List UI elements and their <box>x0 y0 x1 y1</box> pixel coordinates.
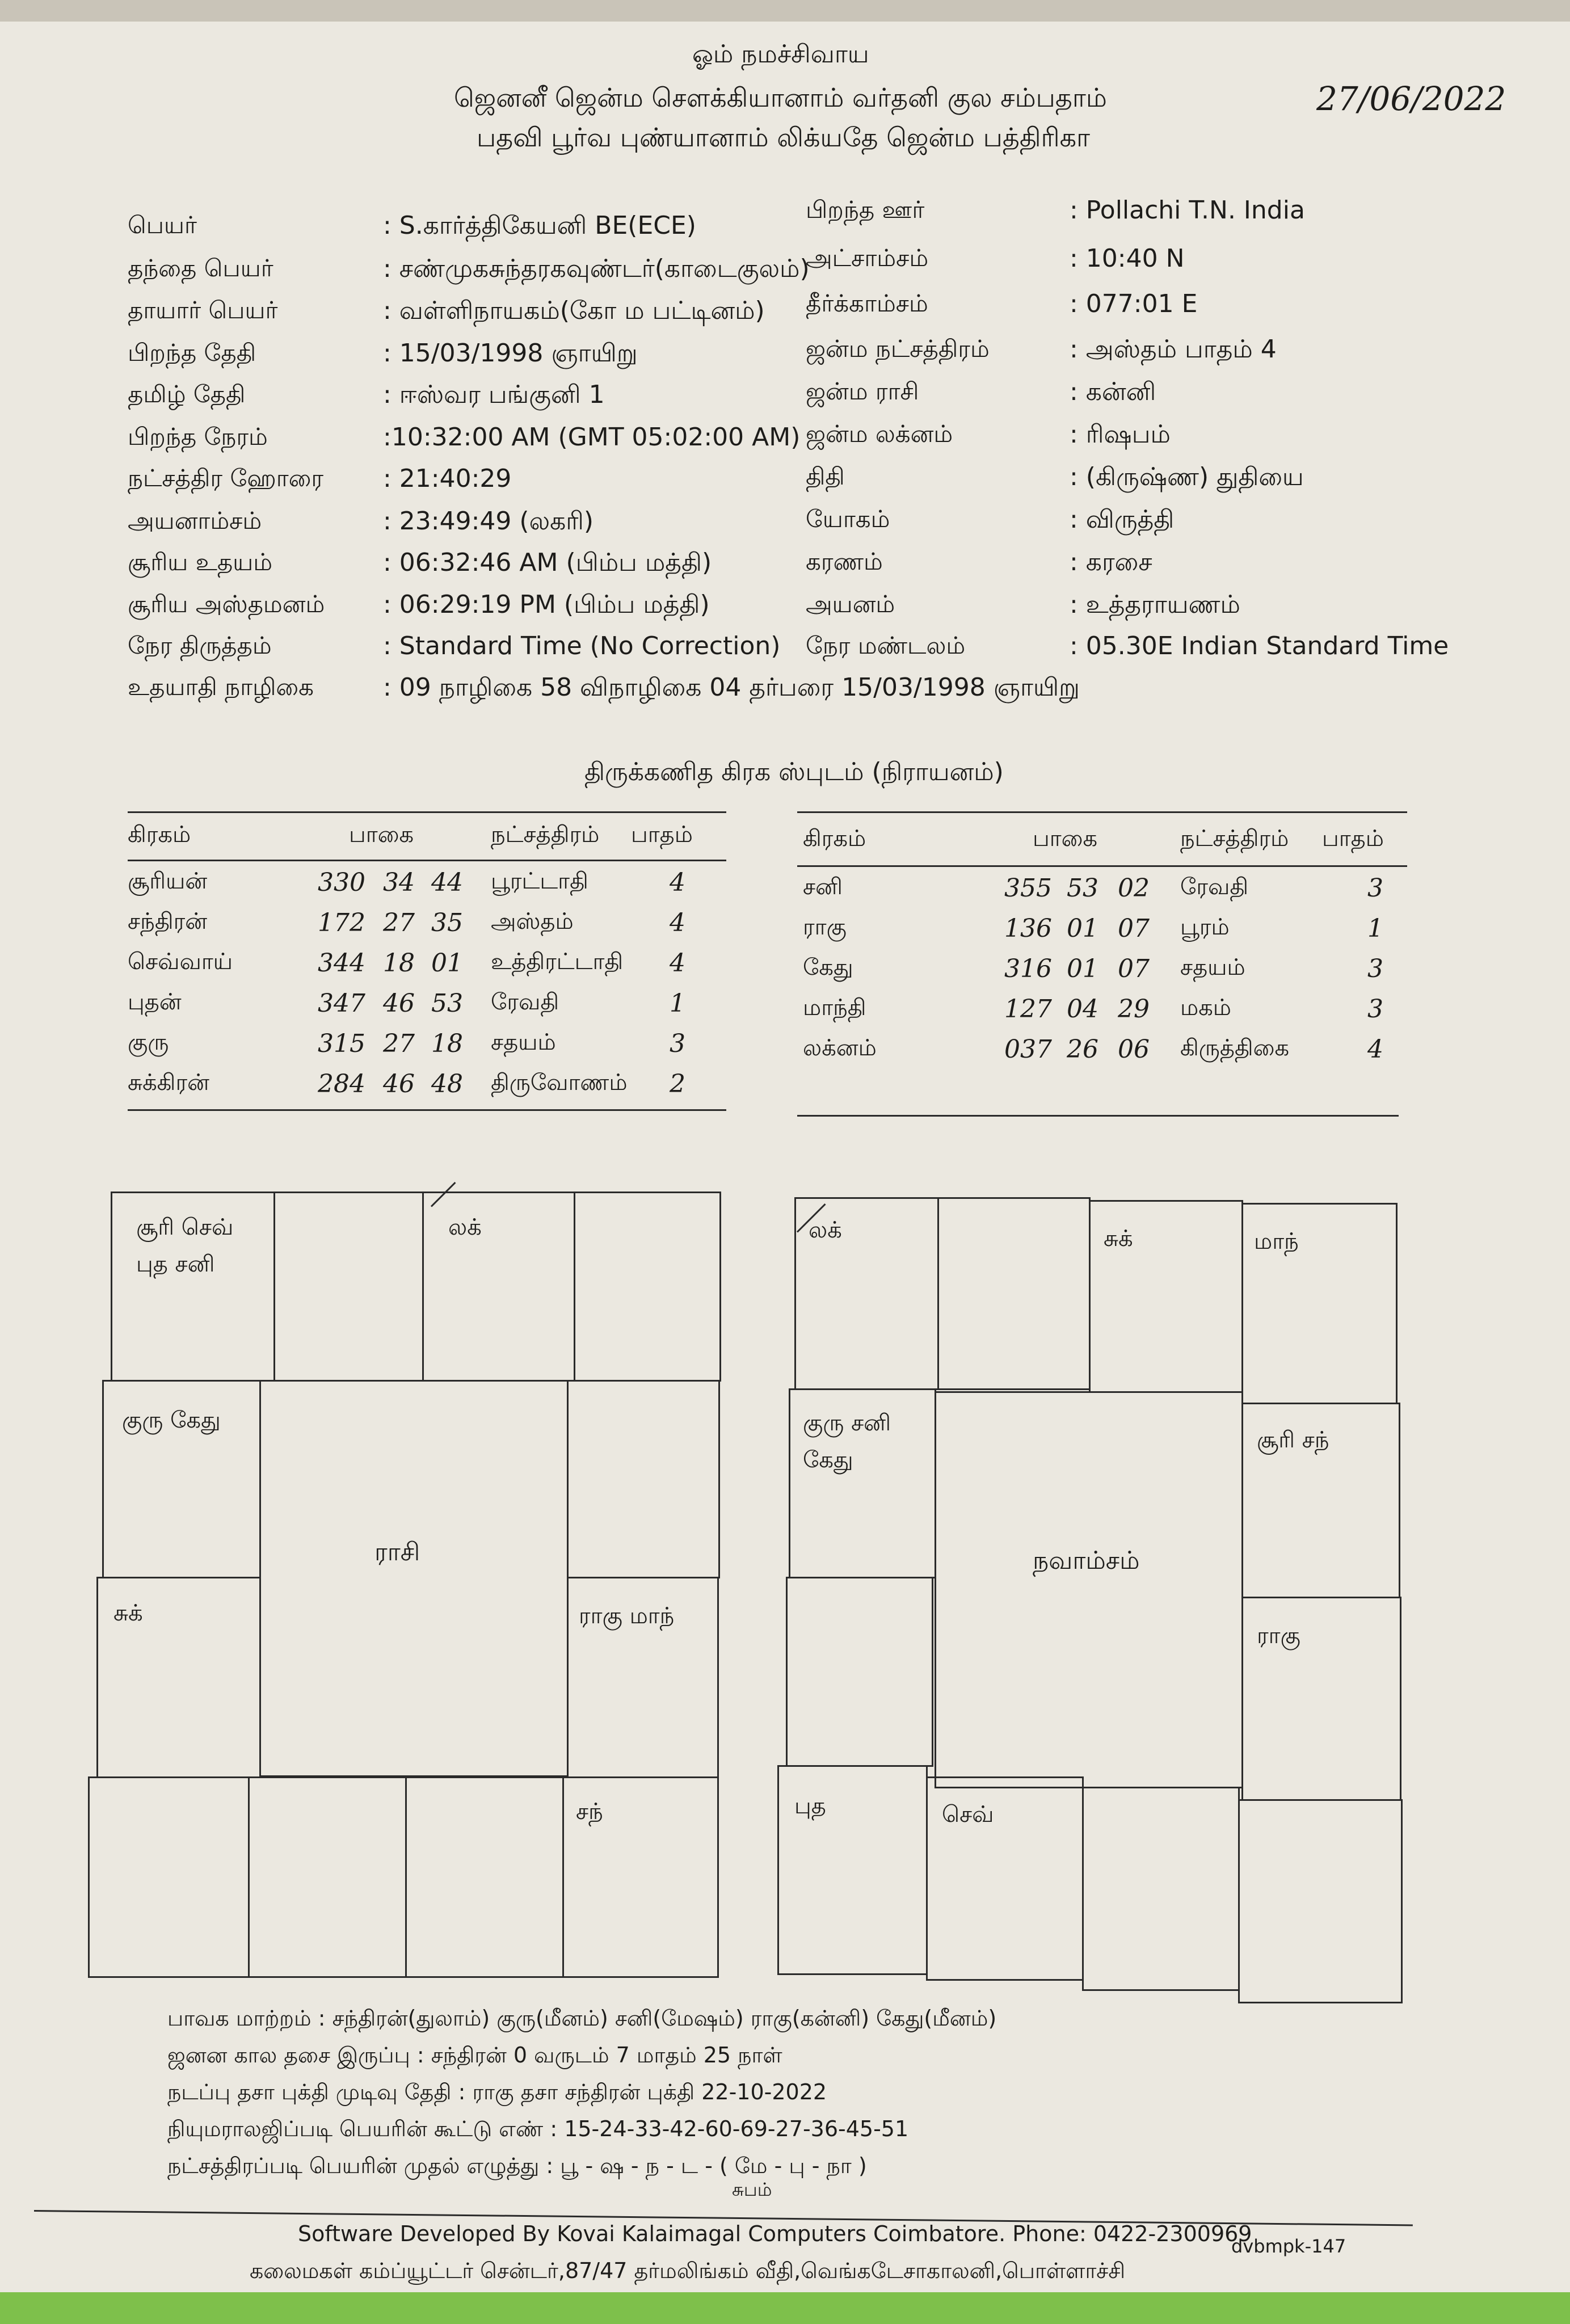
planet-star: பூரட்டாதி <box>491 868 588 894</box>
planet-second: 07 <box>1118 914 1150 943</box>
field-label: தாயார் பெயர் <box>128 296 278 324</box>
planet-name: கேது <box>803 954 853 980</box>
planet-second: 07 <box>1118 954 1150 983</box>
field-label: சூரிய உதயம் <box>128 548 273 576</box>
rasi-title: ராசி <box>374 1538 420 1567</box>
planet-degree: 284 <box>318 1070 365 1098</box>
field-label: நேர மண்டலம் <box>806 631 966 659</box>
planet-degree: 136 <box>1004 914 1052 943</box>
rasi-guru-kethu: குரு கேது <box>122 1407 221 1433</box>
planet-second: 18 <box>431 1029 463 1058</box>
software-credit: Software Developed By Kovai Kalaimagal Computers Coimbatore. Phone: 0422-2300969 <box>298 2221 1252 2246</box>
rasi-house-1 <box>273 1192 424 1382</box>
field-label: பெயர் <box>128 211 197 239</box>
field-label: உதயாதி நாழிகை <box>128 673 314 701</box>
field-value: : கரசை <box>1070 548 1152 576</box>
rasi-lagna: லக் <box>448 1214 482 1240</box>
planet-degree: 355 <box>1004 874 1052 903</box>
planet-pada: 4 <box>1367 1035 1383 1064</box>
field-label: பிறந்த ஊர் <box>806 196 925 224</box>
navamsa-budhan: புத <box>794 1793 826 1819</box>
field-label: யோகம் <box>806 505 890 533</box>
field-label: தந்தை பெயர் <box>128 254 273 282</box>
navamsa-sevvai: செவ் <box>942 1801 994 1828</box>
divider <box>797 1115 1399 1117</box>
col-header-paadham: பாதம் <box>631 822 693 848</box>
planet-star: சதயம் <box>1180 954 1245 980</box>
field-value: : 10:40 N <box>1070 244 1185 273</box>
rasi-house-3 <box>574 1192 721 1382</box>
background-strip-top <box>0 0 1570 22</box>
planet-second: 06 <box>1118 1035 1150 1064</box>
field-label: அயனம் <box>806 590 895 618</box>
planet-minute: 46 <box>383 989 415 1018</box>
field-label: ஜன்ம நட்சத்திரம் <box>806 335 990 363</box>
divider <box>128 860 726 861</box>
rasi-c1-line1: சூரி செவ் <box>136 1214 234 1240</box>
rasi-house-2 <box>422 1192 575 1382</box>
field-value: : 15/03/1998 ஞாயிறு <box>383 339 638 368</box>
col-header-paagai: பாகை <box>349 822 414 848</box>
field-value: :10:32:00 AM (GMT 05:02:00 AM) <box>383 423 801 452</box>
planet-pada: 1 <box>1367 914 1383 943</box>
dasa-balance: ஜனன கால தசை இருப்பு : சந்திரன் 0 வருடம் 7 மாதம் 25 நாள் <box>167 2043 782 2068</box>
planet-star: சதயம் <box>491 1029 556 1055</box>
background-strip-bottom <box>0 2292 1570 2324</box>
navamsa-house-7 <box>1238 1799 1403 2003</box>
field-value: : சண்முகசுந்தரகவுண்டர்(காடைகுலம்) <box>383 254 810 283</box>
col-header-paadham-right: பாதம் <box>1322 826 1384 852</box>
planet-star: பூரம் <box>1180 914 1230 940</box>
document-code: dvbmpk-147 <box>1231 2235 1346 2257</box>
navamsa-kethu: கேது <box>803 1447 853 1473</box>
rasi-chandran: சந் <box>576 1799 603 1825</box>
field-label: அட்சாம்சம் <box>806 244 929 272</box>
navamsa-lagna: லக் <box>809 1217 842 1243</box>
planet-pada: 4 <box>670 908 685 937</box>
planet-pada: 3 <box>670 1029 685 1058</box>
rasi-sukkiran: சுக் <box>113 1600 143 1626</box>
field-label: அயனாம்சம் <box>128 507 262 534</box>
field-label: கரணம் <box>806 548 883 575</box>
planet-minute: 04 <box>1067 995 1098 1024</box>
planet-degree: 037 <box>1004 1035 1052 1064</box>
field-label: ஜன்ம லக்னம் <box>806 420 953 448</box>
planet-minute: 53 <box>1067 874 1098 903</box>
planet-minute: 27 <box>383 1029 415 1058</box>
planet-name: ராகு <box>803 914 847 940</box>
planet-second: 53 <box>431 989 463 1018</box>
navamsa-center <box>935 1391 1243 1788</box>
col-header-graha-right: கிரகம் <box>803 826 866 852</box>
planet-star: மகம் <box>1180 995 1231 1021</box>
planet-second: 29 <box>1118 995 1150 1024</box>
field-value: : அஸ்தம் பாதம் 4 <box>1070 335 1277 364</box>
planet-star: உத்திரட்டாதி <box>491 949 624 975</box>
planet-name: மாந்தி <box>803 995 866 1021</box>
navamsa-suri-chandran: சூரி சந் <box>1257 1427 1329 1453</box>
field-value: : 09 நாழிகை 58 விநாழிகை 04 தர்பரை 15/03/1998 ஞாயிறு <box>383 673 1080 702</box>
planet-minute: 18 <box>383 949 415 978</box>
planet-minute: 26 <box>1067 1035 1098 1064</box>
navamsa-house-11 <box>786 1577 933 1767</box>
field-value: : Standard Time (No Correction) <box>383 631 781 660</box>
navamsa-house-8 <box>1082 1787 1240 1991</box>
field-value: : 23:49:49 (லகரி) <box>383 507 594 536</box>
field-label: திதி <box>806 462 845 490</box>
planet-star: திருவோணம் <box>491 1070 628 1096</box>
subam: சுபம் <box>732 2179 772 2200</box>
planet-degree: 347 <box>318 989 365 1018</box>
rasi-c1-line2: புத சனி <box>136 1251 215 1277</box>
header-invocation: ஓம் நமச்சிவாய <box>692 40 869 69</box>
planet-second: 48 <box>431 1070 463 1098</box>
planet-name: புதன் <box>128 989 182 1015</box>
field-label: சூரிய அஸ்தமனம் <box>128 590 325 618</box>
field-value: : Pollachi T.N. India <box>1070 196 1305 225</box>
field-label: நட்சத்திர ஹோரை <box>128 464 324 492</box>
field-label: பிறந்த தேதி <box>128 339 256 367</box>
planet-degree: 316 <box>1004 954 1052 983</box>
planet-minute: 01 <box>1067 954 1098 983</box>
planet-second: 01 <box>431 949 463 978</box>
navamsa-title: நவாம்சம் <box>1033 1546 1140 1575</box>
planet-pada: 4 <box>670 949 685 978</box>
rasi-house-9 <box>88 1776 250 1978</box>
field-value: : வள்ளிநாயகம்(கோ ம பட்டினம்) <box>383 296 765 325</box>
field-value: : 05.30E Indian Standard Time <box>1070 631 1449 660</box>
printer-address: கலைமகள் கம்ப்யூட்டர் சென்டர்,87/47 தர்மலிங்கம் வீதி,வெங்கடேசாகாலனி,பொள்ளாச்சி <box>250 2258 1126 2283</box>
bhava-change: பாவக மாற்றம் : சந்திரன்(துலாம்) குரு(மீனம்) சனி(மேஷம்) ராகு(கன்னி) கேது(மீனம்) <box>167 2006 997 2031</box>
planet-name: குரு <box>128 1029 169 1055</box>
planet-name: சனி <box>803 874 843 900</box>
planet-degree: 330 <box>318 868 365 897</box>
planet-minute: 46 <box>383 1070 415 1098</box>
divider <box>128 811 726 813</box>
planet-table-title: திருக்கணித கிரக ஸ்புடம் (நிராயனம்) <box>584 757 1004 786</box>
planet-pada: 1 <box>670 989 685 1018</box>
planet-degree: 127 <box>1004 995 1052 1024</box>
planet-minute: 01 <box>1067 914 1098 943</box>
field-value: : 06:29:19 PM (பிம்ப மத்தி) <box>383 590 710 619</box>
col-header-paagai-right: பாகை <box>1033 826 1098 852</box>
field-value: : 077:01 E <box>1070 289 1198 318</box>
planet-star: அஸ்தம் <box>491 908 574 934</box>
navamsa-sukkiran: சுக் <box>1104 1226 1133 1252</box>
planet-degree: 172 <box>318 908 365 937</box>
field-value: : விருத்தி <box>1070 505 1175 534</box>
col-header-natchathiram: நட்சத்திரம் <box>491 822 600 848</box>
planet-pada: 2 <box>670 1070 685 1098</box>
field-label: ஜன்ம ராசி <box>806 377 919 405</box>
planet-degree: 344 <box>318 949 365 978</box>
field-label: பிறந்த நேரம் <box>128 423 268 451</box>
rasi-center <box>259 1380 569 1777</box>
current-dasa: நடப்பு தசா புக்தி முடிவு தேதி : ராகு தசா சந்திரன் புக்தி 22-10-2022 <box>167 2079 827 2104</box>
field-value: : ரிஷபம் <box>1070 420 1171 449</box>
planet-pada: 3 <box>1367 995 1383 1024</box>
rasi-rahu-maandhi: ராகு மாந் <box>579 1603 675 1629</box>
planet-star: ரேவதி <box>491 989 559 1015</box>
planet-pada: 3 <box>1367 954 1383 983</box>
field-value: : (கிருஷ்ண) துதியை <box>1070 462 1304 491</box>
field-label: தீர்க்காம்சம் <box>806 289 928 317</box>
planet-star: ரேவதி <box>1180 874 1249 900</box>
planet-second: 02 <box>1118 874 1150 903</box>
field-label: தமிழ் தேதி <box>128 380 246 408</box>
field-value: : 21:40:29 <box>383 464 512 493</box>
header-verse-line1: ஜெனனீ ஜென்ம சௌக்கியானாம் வர்தனி குல சம்பதாம் <box>454 82 1107 113</box>
divider <box>128 1109 726 1111</box>
planet-minute: 34 <box>383 868 415 897</box>
planet-minute: 27 <box>383 908 415 937</box>
navamsa-guru-sani: குரு சனி <box>803 1410 891 1436</box>
field-value: : ஈஸ்வர பங்குனி 1 <box>383 380 605 409</box>
planet-name: சந்திரன் <box>128 908 208 934</box>
field-value: : 06:32:46 AM (பிம்ப மத்தி) <box>383 548 712 577</box>
rasi-house-4 <box>567 1380 720 1578</box>
divider <box>797 811 1407 813</box>
header-verse-line2: பதவி பூர்வ புண்யானாம் லிக்யதே ஜென்ம பத்திரிகா <box>477 122 1091 153</box>
document-date: 27/06/2022 <box>1316 79 1506 118</box>
planet-name: லக்னம் <box>803 1035 877 1061</box>
planet-pada: 3 <box>1367 874 1383 903</box>
field-value: : உத்தராயணம் <box>1070 590 1240 619</box>
rasi-house-7 <box>405 1776 564 1978</box>
planet-second: 35 <box>431 908 463 937</box>
field-value: : கன்னி <box>1070 377 1156 406</box>
col-header-natchathiram-right: நட்சத்திரம் <box>1180 826 1289 852</box>
navamsa-maandhi: மாந் <box>1254 1228 1299 1254</box>
numerology: நியுமராலஜிப்படி பெயரின் கூட்டு எண் : 15-24-33-42-60-69-27-36-45-51 <box>167 2116 909 2141</box>
navamsa-rahu: ராகு <box>1257 1623 1300 1649</box>
rasi-house-8 <box>248 1776 407 1978</box>
planet-name: சுக்கிரன் <box>128 1070 209 1096</box>
planet-second: 44 <box>431 868 463 897</box>
planet-star: கிருத்திகை <box>1180 1035 1290 1061</box>
col-header-graha: கிரகம் <box>128 822 191 848</box>
field-label: நேர திருத்தம் <box>128 631 272 659</box>
planet-pada: 4 <box>670 868 685 897</box>
divider <box>797 865 1407 867</box>
name-letters: நட்சத்திரப்படி பெயரின் முதல் எழுத்து : பூ - ஷ - ந - ட - ( மே - பு - நா ) <box>167 2153 867 2178</box>
field-value: : S.கார்த்திகேயனி BE(ECE) <box>383 211 696 240</box>
planet-degree: 315 <box>318 1029 365 1058</box>
planet-name: செவ்வாய் <box>128 949 233 975</box>
planet-name: சூரியன் <box>128 868 208 894</box>
navamsa-house-2 <box>937 1197 1091 1390</box>
